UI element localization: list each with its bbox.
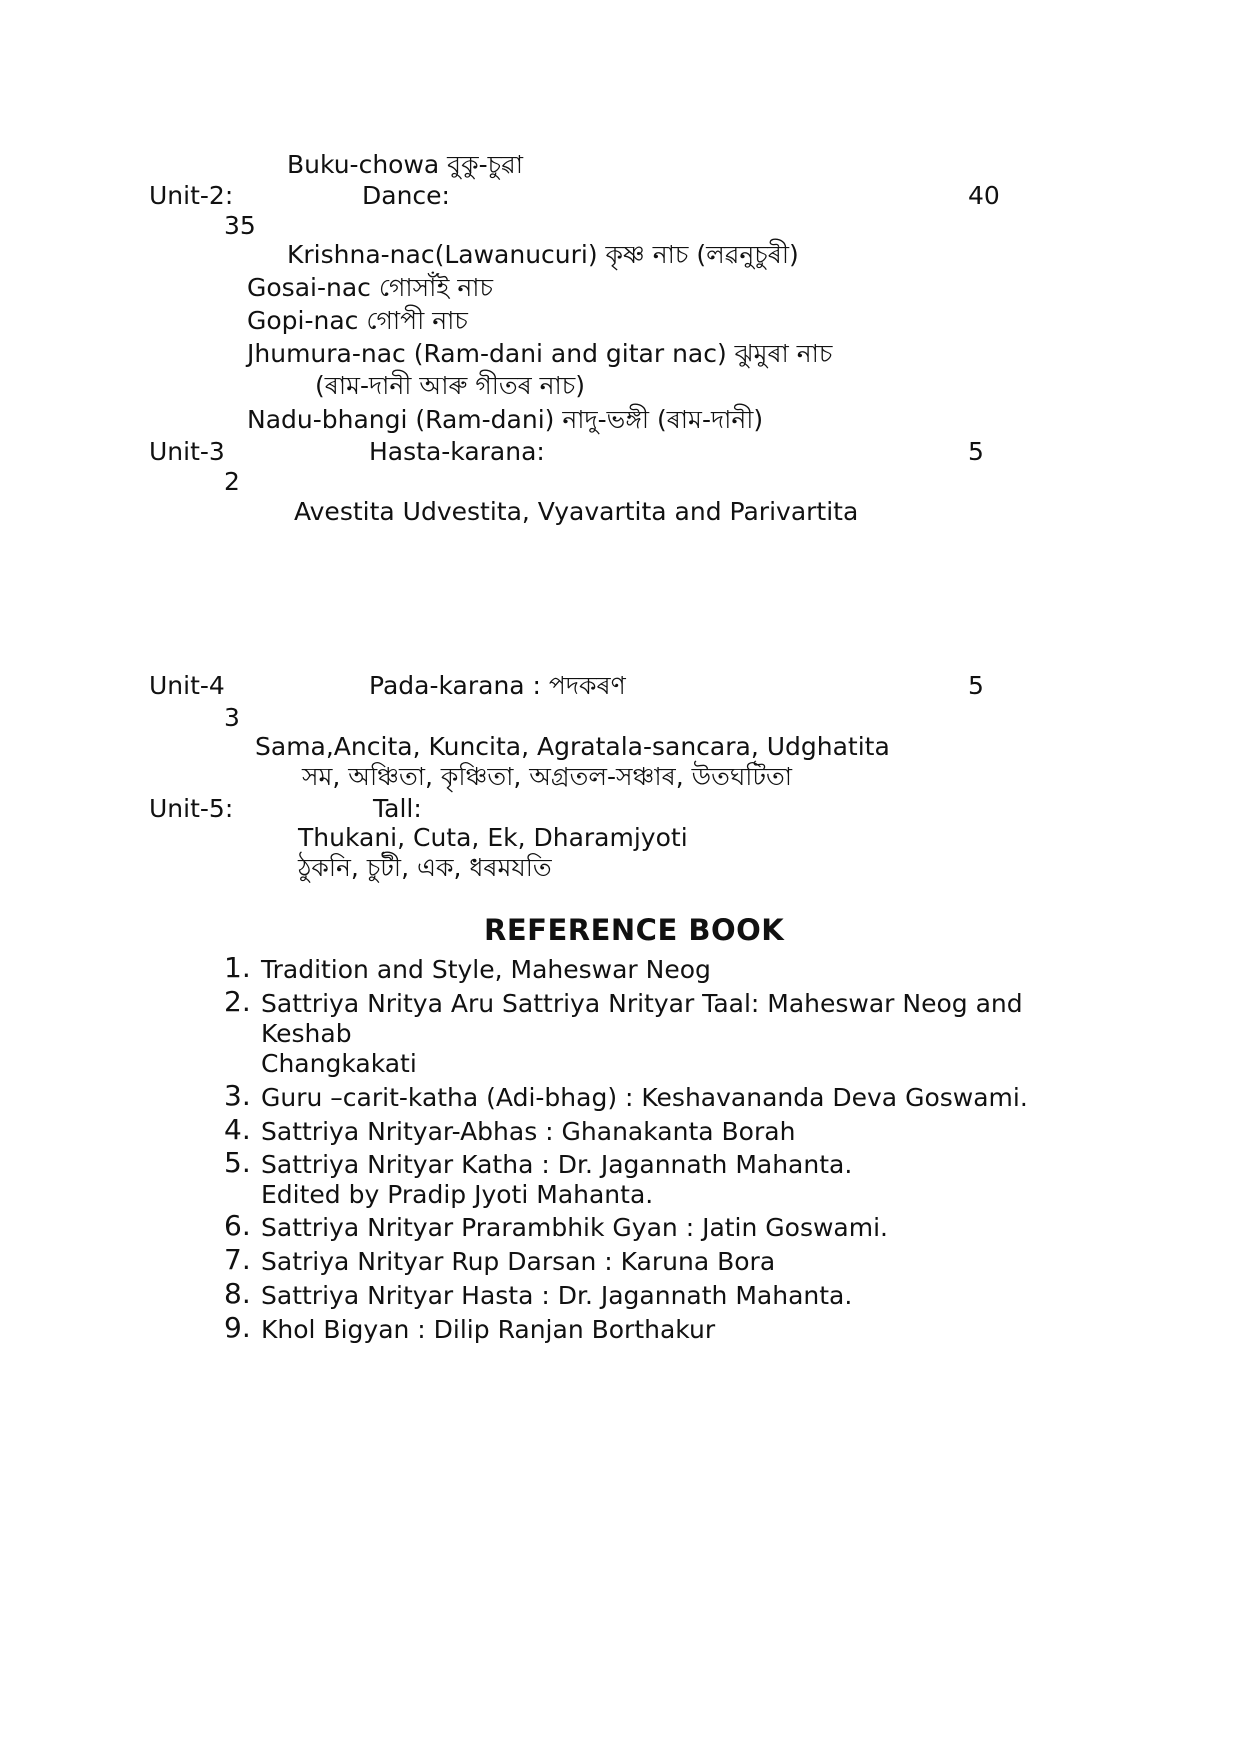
unit5-content: Thukani, Cuta, Ek, Dharamjyoti (298, 823, 688, 852)
ref-text: Satriya Nrityar Rup Darsan : Karuna Bora (261, 1247, 776, 1276)
unit3-title: Hasta-karana: (369, 437, 545, 466)
ref-number: 1. (224, 951, 251, 984)
unit4-content: Sama,Ancita, Kuncita, Agratala-sancara, Udghatita (255, 732, 890, 761)
ref-text: Sattriya Nrityar-Abhas : Ghanakanta Borah (261, 1117, 796, 1146)
unit4-title: Pada-karana : পদকৰণ (369, 671, 626, 700)
unit4-marks: 5 (968, 671, 984, 700)
reference-book-title: REFERENCE BOOK (484, 913, 785, 947)
ref-number: 7. (224, 1243, 251, 1276)
unit5-label: Unit-5: (149, 794, 234, 823)
dance-item: Nadu-bhangi (Ram-dani) নাদু-ভঙ্গী (ৰাম-দানী) (247, 405, 764, 434)
unit4-sub: 3 (224, 703, 240, 732)
unit4-label: Unit-4 (149, 671, 225, 700)
buku-chowa-line: Buku-chowa বুকু-চুৱা (287, 150, 523, 179)
unit3-sub: 2 (224, 467, 240, 496)
ref-number: 3. (224, 1079, 251, 1112)
ref-number: 8. (224, 1277, 251, 1310)
ref-text: Sattriya Nrityar Prarambhik Gyan : Jatin Goswami. (261, 1213, 889, 1242)
ref-text: Edited by Pradip Jyoti Mahanta. (261, 1180, 654, 1209)
dance-item: Krishna-nac(Lawanucuri) কৃষ্ণ নাচ (লৱনুচুৰী) (287, 240, 799, 269)
ref-text: Keshab (261, 1019, 352, 1048)
dance-item: Gopi-nac গোপী নাচ (247, 306, 468, 335)
ref-text: Guru –carit-katha (Adi-bhag) : Keshavananda Deva Goswami. (261, 1083, 1028, 1112)
ref-number: 2. (224, 985, 251, 1018)
ref-text: Sattriya Nrityar Katha : Dr. Jagannath Mahanta. (261, 1150, 853, 1179)
ref-text: Khol Bigyan : Dilip Ranjan Borthakur (261, 1315, 716, 1344)
ref-number: 6. (224, 1209, 251, 1242)
dance-item: (ৰাম-দানী আৰু গীতৰ নাচ) (315, 371, 586, 400)
unit3-label: Unit-3 (149, 437, 225, 466)
dance-item: Gosai-nac গোসাঁই নাচ (247, 273, 493, 302)
ref-number: 9. (224, 1311, 251, 1344)
ref-number: 5. (224, 1146, 251, 1179)
unit2-sub: 35 (224, 211, 256, 240)
unit5-content-assamese: ঠুকনি, চুটী, এক, ধৰমযতি (298, 853, 552, 882)
unit5-title: Tall: (373, 794, 422, 823)
unit4-content-assamese: সম, অঞ্চিতা, কৃঞ্চিতা, অগ্ৰতল-সঞ্চাৰ, উতঘটিতা (302, 762, 793, 791)
ref-number: 4. (224, 1113, 251, 1146)
ref-text: Changkakati (261, 1049, 417, 1078)
ref-text: Sattriya Nrityar Hasta : Dr. Jagannath Mahanta. (261, 1281, 853, 1310)
unit3-content: Avestita Udvestita, Vyavartita and Parivartita (294, 497, 859, 526)
ref-text: Sattriya Nritya Aru Sattriya Nrityar Taal: Maheswar Neog and (261, 989, 1023, 1018)
dance-item: Jhumura-nac (Ram-dani and gitar nac) ঝুমুৰা নাচ (247, 339, 833, 368)
unit2-label: Unit-2: (149, 181, 234, 210)
unit3-marks: 5 (968, 437, 984, 466)
unit2-title: Dance: (362, 181, 450, 210)
unit2-marks: 40 (968, 181, 1000, 210)
ref-text: Tradition and Style, Maheswar Neog (261, 955, 711, 984)
